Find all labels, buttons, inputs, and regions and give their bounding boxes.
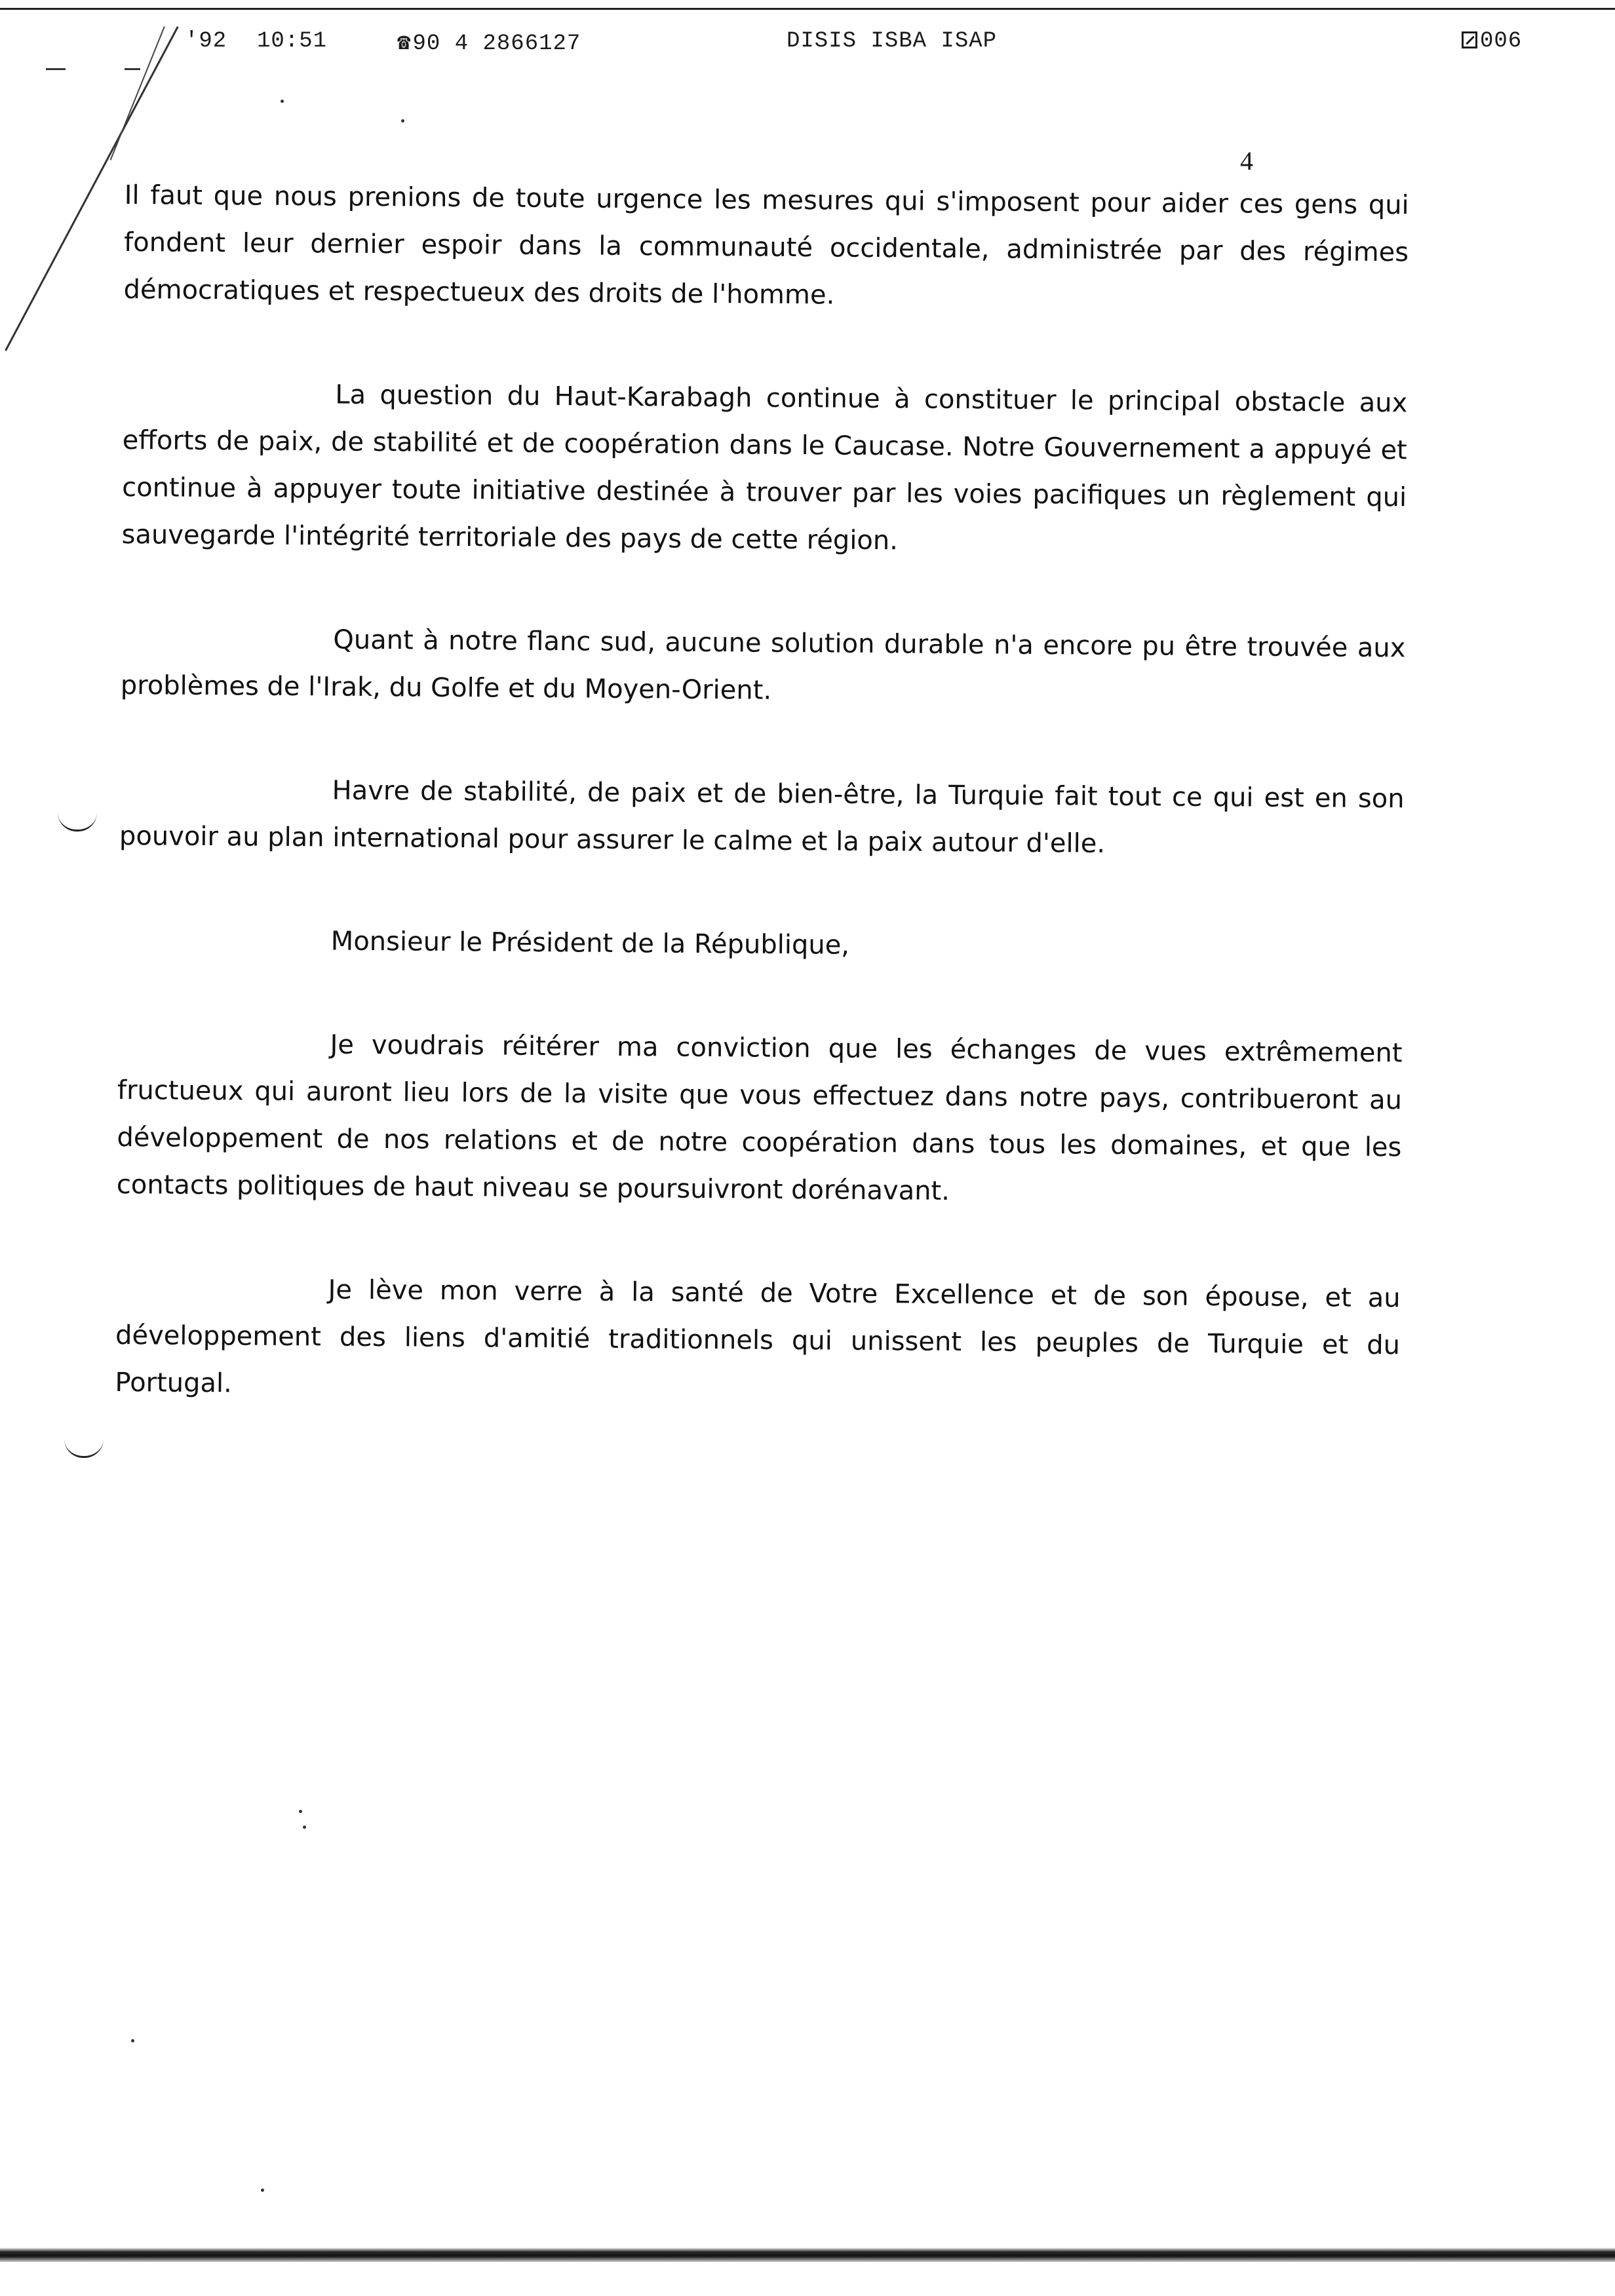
paragraph: Il faut que nous prenions de toute urgence les mesures qui s'imposent pour aider ces gens qui fondent leur dernier espoir dans la communauté occidentale, administrée par des régimes démocratiques et respectueux des droits de l'homme. (123, 180, 1409, 311)
paragraph: Je voudrais réitérer ma conviction que les échanges de vues extrêmement fructueux qui auront lieu lors de la visite que vous effectuez dans notre pays, contribueront au développement de nos relations et de notre coopération dans tous les domaines, et que les contacts politiques de haut niveau se poursuivront dorénavant. (116, 1029, 1403, 1206)
fax-phone-number: 90 4 2866127 (412, 31, 581, 56)
fax-organization: DISIS ISBA ISAP (787, 29, 998, 54)
scan-speck (261, 2189, 264, 2192)
top-scan-rule (0, 8, 1615, 10)
scan-speck (131, 2039, 134, 2042)
fax-page-ref (1462, 29, 1522, 54)
fax-transmission-header (0, 29, 1615, 62)
bottom-scan-band (0, 2248, 1615, 2262)
fax-phone (397, 29, 581, 56)
paragraph: Quant à notre flanc sud, aucune solution durable n'a encore pu être trouvée aux problèmes de l'Irak, du Golfe et du Moyen-Orient. (120, 624, 1406, 706)
scan-speck (281, 100, 284, 103)
scan-curve-mark (58, 813, 97, 832)
scan-dash (125, 68, 140, 70)
scan-curve-mark (64, 1439, 104, 1458)
telephone-icon: ☎ (397, 31, 412, 56)
paragraph: Havre de stabilité, de paix et de bien-être, la Turquie fait tout ce qui est en son pouvoir au plan international pour assurer le calme et la paix autour d'elle. (119, 775, 1405, 859)
checkbox-icon (1462, 31, 1477, 48)
scan-speck (299, 1810, 302, 1813)
fax-page-number: 006 (1480, 29, 1523, 54)
fax-time: 10:51 (257, 29, 328, 54)
salutation: Monsieur le Président de la République, (330, 926, 850, 961)
letter-body (115, 172, 1409, 1472)
page-number: 4 (1240, 146, 1253, 176)
scan-dash (46, 68, 66, 70)
scan-speck (303, 1826, 306, 1829)
paragraph: Je lève mon verre à la santé de Votre Excellence et de son épouse, et au développement des liens d'amitié traditionnels qui unissent les peuples de Turquie et du Portugal. (115, 1274, 1401, 1399)
scan-speck (401, 119, 404, 123)
fax-date: '92 (185, 29, 227, 54)
paragraph: La question du Haut-Karabagh continue à constituer le principal obstacle aux efforts de paix, de stabilité et de coopération dans le Caucase. Notre Gouvernement a appuyé et continue à appuyer toute initiative destinée à trouver par les voies pacifiques un règlement qui sauvegarde l'intégrité territoriale des pays de cette région. (121, 379, 1408, 556)
